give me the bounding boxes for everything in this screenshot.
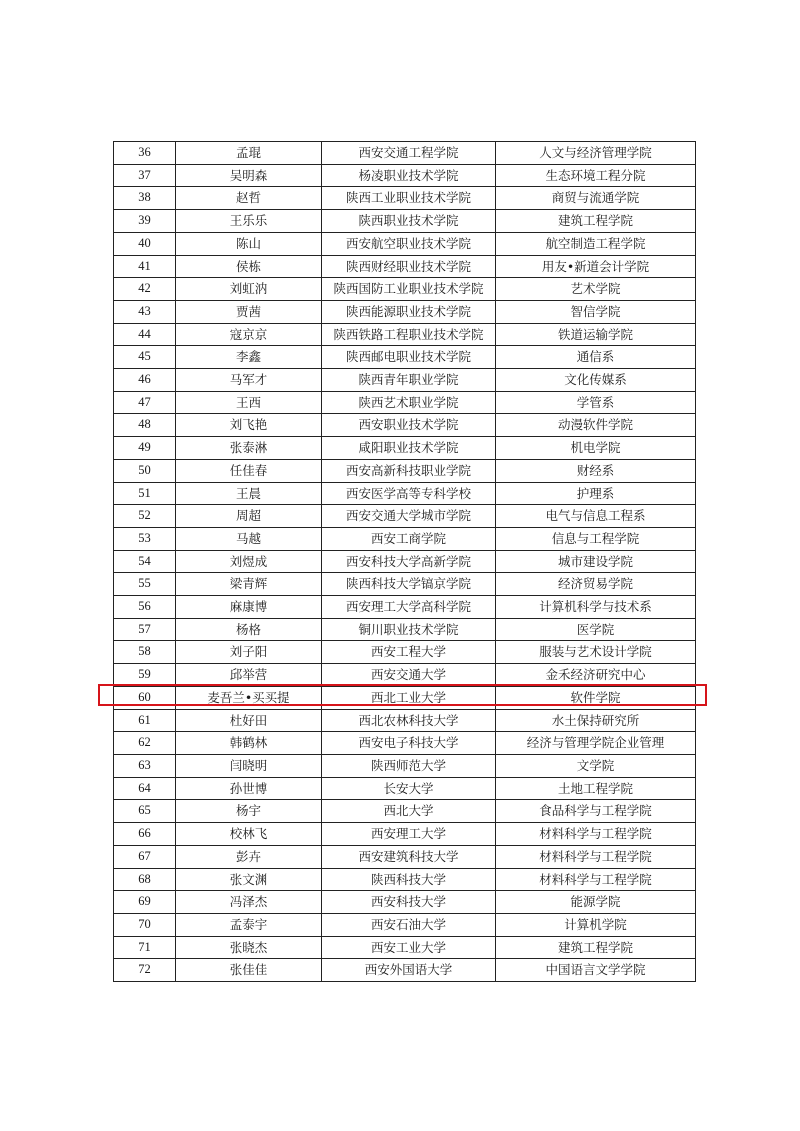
school-name: 西北工业大学 [322, 686, 496, 709]
person-name: 彭卉 [176, 845, 322, 868]
row-number: 71 [114, 936, 176, 959]
row-number: 67 [114, 845, 176, 868]
school-name: 陕西铁路工程职业技术学院 [322, 323, 496, 346]
row-number: 52 [114, 505, 176, 528]
department-name: 商贸与流通学院 [496, 187, 696, 210]
department-name: 中国语言文学学院 [496, 959, 696, 982]
table-row [114, 414, 696, 437]
row-number: 53 [114, 527, 176, 550]
table-row [114, 232, 696, 255]
table-row [114, 210, 696, 233]
school-name: 陕西职业技术学院 [322, 210, 496, 233]
table-row [114, 573, 696, 596]
department-name: 城市建设学院 [496, 550, 696, 573]
table-row [114, 164, 696, 187]
department-name: 软件学院 [496, 686, 696, 709]
school-name: 铜川职业技术学院 [322, 618, 496, 641]
department-name: 智信学院 [496, 300, 696, 323]
person-name: 麦吾兰•买买提 [176, 686, 322, 709]
row-number: 68 [114, 868, 176, 891]
school-name: 陕西工业职业技术学院 [322, 187, 496, 210]
table-row [114, 754, 696, 777]
person-name: 杜好田 [176, 709, 322, 732]
table-row [114, 686, 696, 709]
person-name: 张泰淋 [176, 437, 322, 460]
row-number: 55 [114, 573, 176, 596]
person-name: 闫晓明 [176, 754, 322, 777]
school-name: 西安工业大学 [322, 936, 496, 959]
table-row [114, 777, 696, 800]
table-row [114, 641, 696, 664]
school-name: 西安理工大学 [322, 823, 496, 846]
table-row [114, 323, 696, 346]
person-name: 邱举营 [176, 664, 322, 687]
department-name: 材料科学与工程学院 [496, 823, 696, 846]
table-row [114, 459, 696, 482]
department-name: 文化传媒系 [496, 369, 696, 392]
row-number: 60 [114, 686, 176, 709]
person-name: 侯栋 [176, 255, 322, 278]
table-row [114, 346, 696, 369]
department-name: 建筑工程学院 [496, 936, 696, 959]
row-number: 44 [114, 323, 176, 346]
school-name: 陕西财经职业技术学院 [322, 255, 496, 278]
row-number: 64 [114, 777, 176, 800]
table-row [114, 709, 696, 732]
row-number: 54 [114, 550, 176, 573]
department-name: 计算机科学与技术系 [496, 596, 696, 619]
person-name: 张文渊 [176, 868, 322, 891]
table-row [114, 369, 696, 392]
department-name: 土地工程学院 [496, 777, 696, 800]
school-name: 西安外国语大学 [322, 959, 496, 982]
school-name: 陕西能源职业技术学院 [322, 300, 496, 323]
school-name: 陕西艺术职业学院 [322, 391, 496, 414]
row-number: 39 [114, 210, 176, 233]
person-name: 杨格 [176, 618, 322, 641]
department-name: 人文与经济管理学院 [496, 142, 696, 165]
row-number: 59 [114, 664, 176, 687]
row-number: 56 [114, 596, 176, 619]
department-name: 食品科学与工程学院 [496, 800, 696, 823]
table-row [114, 437, 696, 460]
department-name: 生态环境工程分院 [496, 164, 696, 187]
department-name: 计算机学院 [496, 913, 696, 936]
table-row [114, 664, 696, 687]
table-row [114, 823, 696, 846]
table-row [114, 618, 696, 641]
person-name: 麻康博 [176, 596, 322, 619]
table-row [114, 527, 696, 550]
department-name: 用友•新道会计学院 [496, 255, 696, 278]
school-name: 西安工程大学 [322, 641, 496, 664]
school-name: 陕西国防工业职业技术学院 [322, 278, 496, 301]
school-name: 西北农林科技大学 [322, 709, 496, 732]
school-name: 西安交通工程学院 [322, 142, 496, 165]
row-number: 61 [114, 709, 176, 732]
table-row [114, 142, 696, 165]
table-row [114, 596, 696, 619]
department-name: 经济与管理学院企业管理 [496, 732, 696, 755]
table-row [114, 391, 696, 414]
school-name: 西安交通大学 [322, 664, 496, 687]
person-name: 校林飞 [176, 823, 322, 846]
school-name: 咸阳职业技术学院 [322, 437, 496, 460]
row-number: 40 [114, 232, 176, 255]
department-name: 金禾经济研究中心 [496, 664, 696, 687]
row-number: 36 [114, 142, 176, 165]
school-name: 陕西邮电职业技术学院 [322, 346, 496, 369]
department-name: 水土保持研究所 [496, 709, 696, 732]
table-row [114, 300, 696, 323]
table-row [114, 868, 696, 891]
row-number: 46 [114, 369, 176, 392]
department-name: 材料科学与工程学院 [496, 868, 696, 891]
school-name: 西安高新科技职业学院 [322, 459, 496, 482]
person-name: 刘虹汭 [176, 278, 322, 301]
row-number: 48 [114, 414, 176, 437]
person-name: 寇京京 [176, 323, 322, 346]
department-name: 信息与工程学院 [496, 527, 696, 550]
row-number: 70 [114, 913, 176, 936]
row-number: 41 [114, 255, 176, 278]
person-name: 刘煜成 [176, 550, 322, 573]
department-name: 能源学院 [496, 891, 696, 914]
row-number: 62 [114, 732, 176, 755]
row-number: 69 [114, 891, 176, 914]
row-number: 72 [114, 959, 176, 982]
person-name: 张佳佳 [176, 959, 322, 982]
department-name: 财经系 [496, 459, 696, 482]
department-name: 经济贸易学院 [496, 573, 696, 596]
school-name: 西安职业技术学院 [322, 414, 496, 437]
person-name: 陈山 [176, 232, 322, 255]
row-number: 43 [114, 300, 176, 323]
department-name: 建筑工程学院 [496, 210, 696, 233]
department-name: 医学院 [496, 618, 696, 641]
row-number: 63 [114, 754, 176, 777]
row-number: 58 [114, 641, 176, 664]
department-name: 铁道运输学院 [496, 323, 696, 346]
table-row [114, 732, 696, 755]
person-name: 冯泽杰 [176, 891, 322, 914]
school-name: 西安科技大学高新学院 [322, 550, 496, 573]
person-name: 马越 [176, 527, 322, 550]
department-name: 动漫软件学院 [496, 414, 696, 437]
row-number: 42 [114, 278, 176, 301]
person-name: 马军才 [176, 369, 322, 392]
person-name: 王晨 [176, 482, 322, 505]
department-name: 电气与信息工程系 [496, 505, 696, 528]
row-number: 50 [114, 459, 176, 482]
person-name: 孙世博 [176, 777, 322, 800]
department-name: 护理系 [496, 482, 696, 505]
person-name: 刘子阳 [176, 641, 322, 664]
person-name: 梁青辉 [176, 573, 322, 596]
table-row [114, 800, 696, 823]
person-name: 韩鹤林 [176, 732, 322, 755]
school-name: 西安工商学院 [322, 527, 496, 550]
department-name: 艺术学院 [496, 278, 696, 301]
person-name: 刘飞艳 [176, 414, 322, 437]
table-row [114, 187, 696, 210]
person-name: 王西 [176, 391, 322, 414]
school-name: 西安交通大学城市学院 [322, 505, 496, 528]
school-name: 长安大学 [322, 777, 496, 800]
person-name: 李鑫 [176, 346, 322, 369]
roster-table [113, 141, 696, 982]
school-name: 陕西科技大学 [322, 868, 496, 891]
table-row [114, 255, 696, 278]
school-name: 西安科技大学 [322, 891, 496, 914]
school-name: 陕西青年职业学院 [322, 369, 496, 392]
school-name: 西北大学 [322, 800, 496, 823]
school-name: 陕西科技大学镐京学院 [322, 573, 496, 596]
department-name: 机电学院 [496, 437, 696, 460]
row-number: 49 [114, 437, 176, 460]
row-number: 45 [114, 346, 176, 369]
table-row [114, 891, 696, 914]
department-name: 通信系 [496, 346, 696, 369]
department-name: 航空制造工程学院 [496, 232, 696, 255]
person-name: 孟琨 [176, 142, 322, 165]
department-name: 学管系 [496, 391, 696, 414]
person-name: 王乐乐 [176, 210, 322, 233]
roster-table-body [114, 142, 696, 982]
table-row [114, 505, 696, 528]
person-name: 周超 [176, 505, 322, 528]
row-number: 65 [114, 800, 176, 823]
person-name: 杨宇 [176, 800, 322, 823]
person-name: 张晓杰 [176, 936, 322, 959]
person-name: 吴明森 [176, 164, 322, 187]
table-row [114, 278, 696, 301]
person-name: 任佳春 [176, 459, 322, 482]
table-row [114, 959, 696, 982]
row-number: 57 [114, 618, 176, 641]
table-row [114, 482, 696, 505]
school-name: 西安医学高等专科学校 [322, 482, 496, 505]
row-number: 37 [114, 164, 176, 187]
department-name: 材料科学与工程学院 [496, 845, 696, 868]
person-name: 贾茜 [176, 300, 322, 323]
row-number: 47 [114, 391, 176, 414]
row-number: 38 [114, 187, 176, 210]
department-name: 文学院 [496, 754, 696, 777]
school-name: 西安石油大学 [322, 913, 496, 936]
school-name: 西安理工大学高科学院 [322, 596, 496, 619]
person-name: 孟泰宇 [176, 913, 322, 936]
person-name: 赵哲 [176, 187, 322, 210]
table-row [114, 550, 696, 573]
school-name: 陕西师范大学 [322, 754, 496, 777]
row-number: 51 [114, 482, 176, 505]
row-number: 66 [114, 823, 176, 846]
school-name: 西安建筑科技大学 [322, 845, 496, 868]
department-name: 服装与艺术设计学院 [496, 641, 696, 664]
school-name: 西安航空职业技术学院 [322, 232, 496, 255]
table-row [114, 913, 696, 936]
school-name: 西安电子科技大学 [322, 732, 496, 755]
table-row [114, 845, 696, 868]
table-row [114, 936, 696, 959]
school-name: 杨凌职业技术学院 [322, 164, 496, 187]
